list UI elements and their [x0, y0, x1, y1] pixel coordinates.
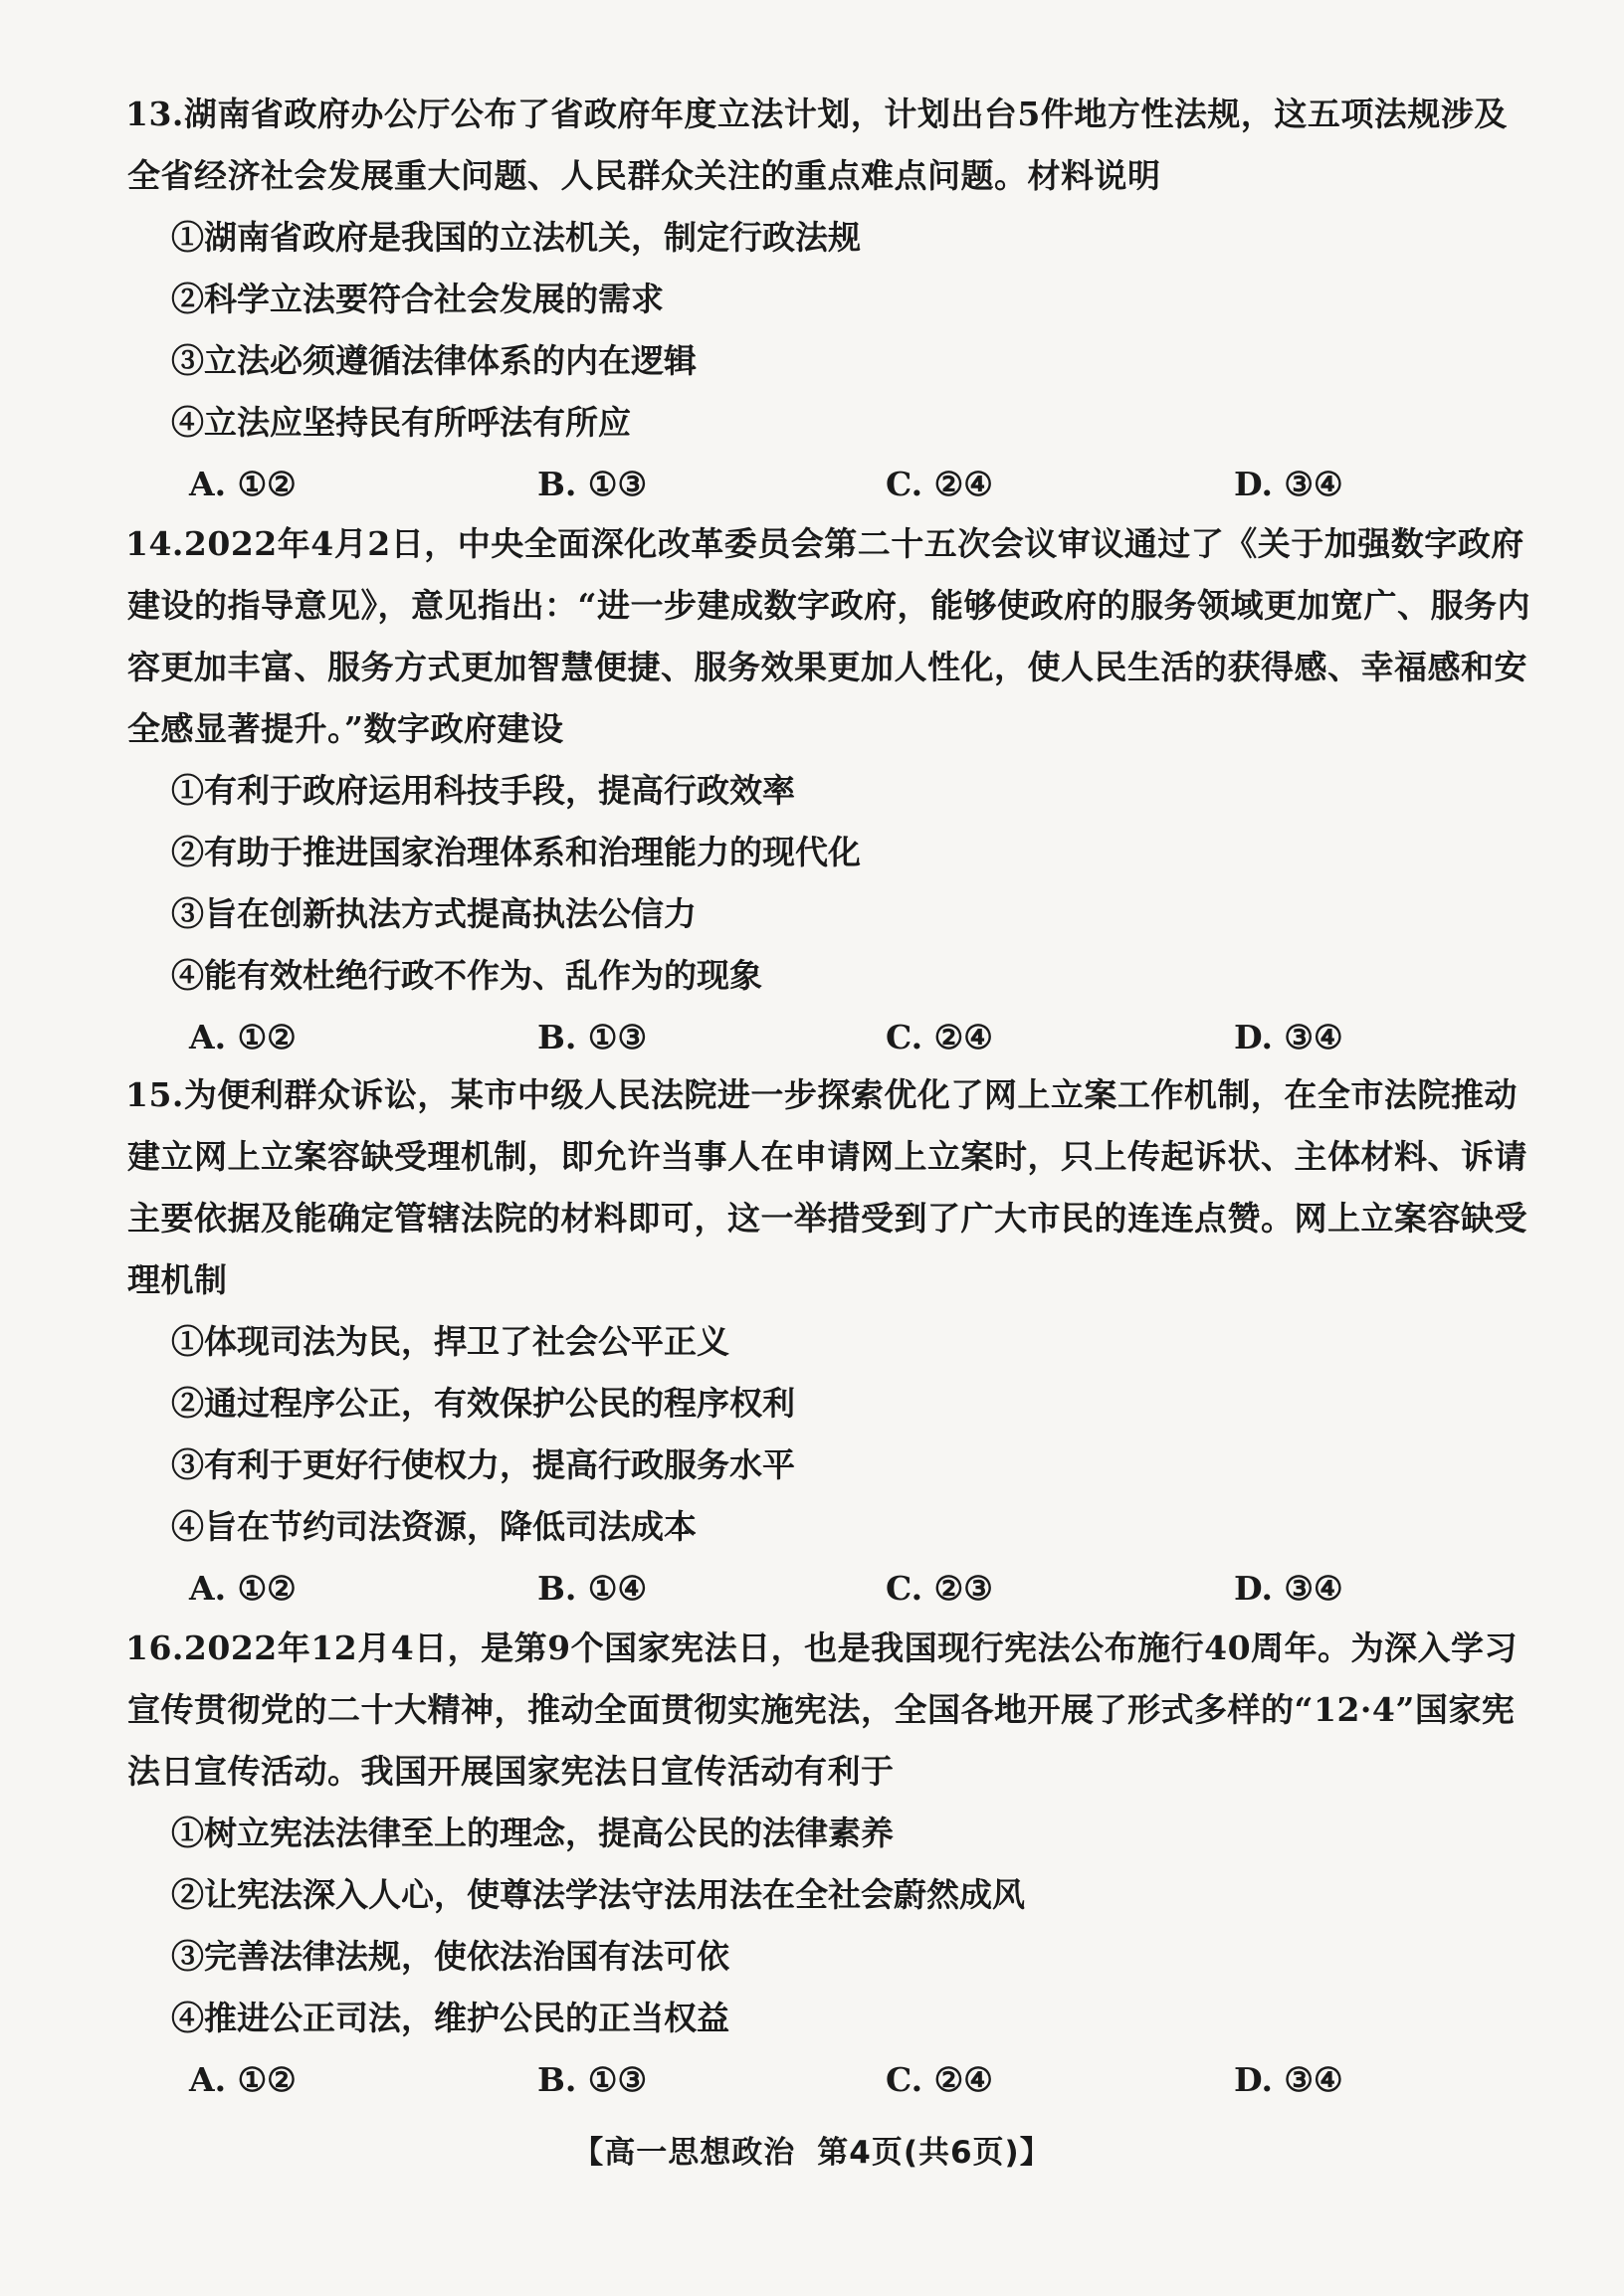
choice-c: C. ②④ [886, 465, 993, 503]
question-stem [127, 84, 1540, 207]
choice-a: A. ①② [189, 465, 297, 503]
choice-d: D. ③④ [1234, 465, 1343, 503]
question-14 [127, 513, 1540, 1068]
question-text: 2022年4月2日，中央全面深化改革委员会第二十五次会议审议通过了《关于加强数字政府建设的指导意见》，意见指出：“进一步建成数字政府，能够使政府的服务领域更加宽广、服务内容更加丰富、服务方式更加智慧便捷、服务效果更加人性化，使人民生活的获得感、幸福感和安全感显著提升。”数字政府建设 [127, 524, 1530, 748]
statement-4: ④推进公正司法，维护公民的正当权益 [171, 1999, 729, 2037]
question-text: 湖南省政府办公厅公布了省政府年度立法计划，计划出台5件地方性法规，这五项法规涉及全省经济社会发展重大问题、人民群众关注的重点难点问题。材料说明 [127, 95, 1508, 195]
choice-b: B. ①③ [537, 465, 648, 503]
choice-d: D. ③④ [1234, 1018, 1343, 1056]
choice-c: C. ②④ [886, 1018, 993, 1056]
question-number: 14. [125, 524, 184, 563]
choice-c: C. ②③ [886, 1569, 993, 1608]
answer-choices [127, 2049, 1540, 2111]
page-footer [0, 2127, 1624, 2172]
question-number: 15. [125, 1075, 184, 1114]
choice-a: A. ①② [189, 1018, 297, 1056]
statement-2: ②通过程序公正，有效保护公民的程序权利 [171, 1384, 795, 1423]
statement-1: ①体现司法为民，捍卫了社会公平正义 [171, 1322, 729, 1361]
answer-choices [127, 1558, 1540, 1620]
question-stem [127, 513, 1540, 760]
question-15 [127, 1064, 1540, 1620]
choice-a: A. ①② [189, 1569, 297, 1608]
question-13 [127, 84, 1540, 515]
choice-a: A. ①② [189, 2060, 297, 2099]
choice-d: D. ③④ [1234, 1569, 1343, 1608]
choice-b: B. ①④ [537, 1569, 648, 1608]
choice-d: D. ③④ [1234, 2060, 1343, 2099]
statement-3: ③有利于更好行使权力，提高行政服务水平 [171, 1445, 795, 1484]
statement-1: ①湖南省政府是我国的立法机关，制定行政法规 [171, 218, 861, 257]
statement-3: ③立法必须遵循法律体系的内在逻辑 [171, 341, 697, 380]
statement-4: ④立法应坚持民有所呼法有所应 [171, 403, 631, 442]
statement-3: ③旨在创新执法方式提高执法公信力 [171, 894, 697, 933]
question-stem [127, 1618, 1540, 1803]
choice-b: B. ①③ [537, 2060, 648, 2099]
question-text: 为便利群众诉讼，某市中级人民法院进一步探索优化了网上立案工作机制，在全市法院推动建立网上立案容缺受理机制，即允许当事人在申请网上立案时，只上传起诉状、主体材料、诉请主要依据及能确定管辖法院的材料即可，这一举措受到了广大市民的连连点赞。网上立案容缺受理机制 [127, 1075, 1527, 1299]
question-number: 13. [125, 95, 184, 133]
question-number: 16. [125, 1628, 184, 1667]
question-text: 2022年12月4日，是第9个国家宪法日，也是我国现行宪法公布施行40周年。为深入学习宣传贯彻党的二十大精神，推动全面贯彻实施宪法，全国各地开展了形式多样的“12·4”国家宪法日宣传活动。我国开展国家宪法日宣传活动有利于 [127, 1628, 1519, 1791]
statement-2: ②让宪法深入人心，使尊法学法守法用法在全社会蔚然成风 [171, 1875, 1025, 1914]
statement-2: ②有助于推进国家治理体系和治理能力的现代化 [171, 833, 861, 871]
answer-choices [127, 454, 1540, 515]
statement-4: ④旨在节约司法资源，降低司法成本 [171, 1507, 697, 1546]
statement-1: ①有利于政府运用科技手段，提高行政效率 [171, 771, 795, 810]
question-16 [127, 1618, 1540, 2111]
footer-subject: 【高一思想政治 [572, 2135, 796, 2171]
statement-3: ③完善法律法规，使依法治国有法可依 [171, 1937, 729, 1976]
statement-1: ①树立宪法法律至上的理念，提高公民的法律素养 [171, 1814, 894, 1852]
question-stem [127, 1064, 1540, 1311]
footer-page-number: 第4页(共6页)】 [817, 2135, 1052, 2171]
choice-b: B. ①③ [537, 1018, 648, 1056]
statement-2: ②科学立法要符合社会发展的需求 [171, 280, 664, 318]
statement-4: ④能有效杜绝行政不作为、乱作为的现象 [171, 956, 762, 995]
choice-c: C. ②④ [886, 2060, 993, 2099]
answer-choices [127, 1007, 1540, 1068]
